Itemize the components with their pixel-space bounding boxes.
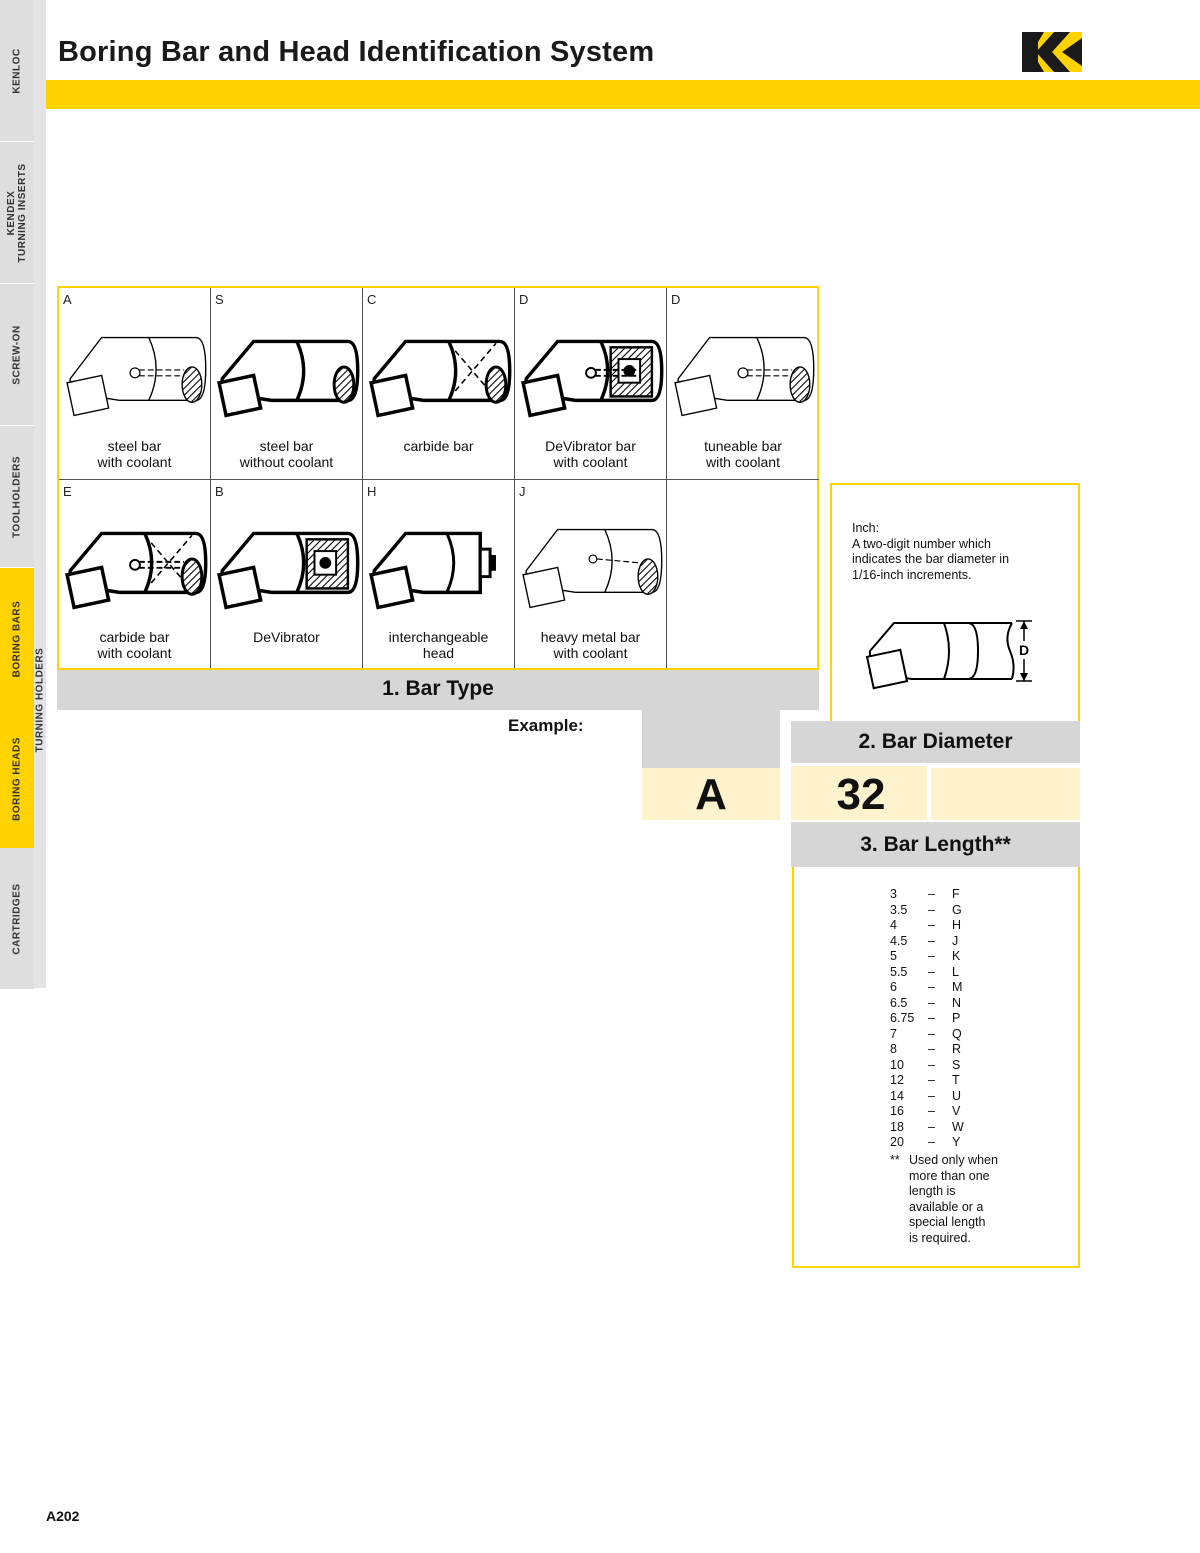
bar-diameter-line: 1/16-inch increments. — [852, 567, 972, 582]
bar-type-caption: carbide bar — [403, 438, 474, 454]
sidebar-tab-label: KENLOC — [11, 47, 23, 94]
bar-type-cell — [667, 480, 819, 668]
bar-type-code: S — [215, 292, 224, 307]
bar-type-code: J — [519, 484, 526, 499]
sidebar-tab-2[interactable] — [0, 142, 34, 285]
bar-type-grid — [57, 286, 819, 670]
bar-type-cell — [59, 288, 211, 480]
bar-length-row: 12 – T — [890, 1073, 960, 1087]
example-bar-type-value: A — [695, 770, 727, 819]
page-number: A202 — [46, 1508, 80, 1524]
bar-length-note — [890, 1153, 1040, 1246]
bar-length-table — [890, 887, 964, 1151]
bar-length-row: 6 – M — [890, 980, 963, 994]
bar-type-cell — [515, 480, 667, 668]
sidebar-tab-3[interactable] — [0, 284, 34, 427]
bar-diameter-description — [852, 521, 1062, 583]
bar-type-code: H — [367, 484, 377, 499]
bar-length-note-line: Used only when — [909, 1153, 998, 1167]
sidebar-tab-label: CARTRIDGES — [11, 882, 23, 955]
bar-diameter-line: A two-digit number which — [852, 536, 991, 551]
sidebar-tab-label: BORING BARS — [11, 600, 23, 677]
bar-type-code: A — [63, 292, 72, 307]
steel-bar-icon — [211, 310, 363, 420]
bar-type-cell — [363, 480, 515, 668]
bar-type-cell — [363, 288, 515, 480]
kennametal-logo — [1022, 32, 1082, 72]
bar-type-cell — [211, 480, 363, 668]
header-accent-bar — [46, 80, 1200, 109]
bar-type-cell — [59, 480, 211, 668]
bar-type-caption: tuneable bar with coolant — [704, 438, 782, 470]
sidebar-tab-label: TOOLHOLDERS — [11, 455, 23, 538]
carbide-bar-coolant-icon — [59, 502, 211, 612]
bar-type-caption: interchangeable head — [388, 629, 489, 661]
bar-length-note-line: is required. — [909, 1230, 971, 1245]
devibrator-icon — [211, 502, 363, 612]
sidebar-tab-6[interactable] — [0, 708, 34, 851]
bar-length-row: 14 – U — [890, 1088, 962, 1103]
devibrator-coolant-icon — [515, 310, 667, 420]
sidebar-tab-label: KENDEX TURNING INSERTS — [6, 162, 28, 263]
tuneable-bar-icon — [667, 310, 819, 420]
heavy-metal-bar-icon — [515, 502, 667, 612]
bar-length-row: 5 – K — [890, 949, 961, 963]
bar-type-caption: carbide bar with coolant — [97, 629, 172, 661]
bar-length-row: 16 – V — [890, 1104, 961, 1118]
sidebar — [0, 0, 46, 988]
bar-length-row: 6.5 – N — [890, 995, 962, 1010]
carbide-bar-icon — [363, 310, 515, 420]
bar-length-note-line: length is — [909, 1184, 956, 1198]
bar-length-note-line: special length — [909, 1215, 986, 1229]
bar-type-cell — [211, 288, 363, 480]
page-title: Boring Bar and Head Identification System — [58, 36, 655, 68]
bar-diameter-line: Inch: — [852, 521, 880, 535]
note-mark: ** — [890, 1153, 900, 1167]
bar-diameter-heading: 2. Bar Diameter — [791, 721, 1080, 763]
bar-type-code: D — [519, 292, 529, 307]
sidebar-tab-5[interactable] — [0, 568, 34, 711]
bar-type-caption: DeVibrator bar with coolant — [545, 438, 636, 470]
bar-type-caption: heavy metal bar with coolant — [540, 629, 641, 661]
bar-type-cell — [515, 288, 667, 480]
bar-length-note-line: available or a — [909, 1199, 984, 1214]
bar-diameter-box — [830, 483, 1080, 723]
bar-type-code: C — [367, 292, 377, 307]
example-bar-diameter-value: 32 — [836, 770, 886, 819]
bar-length-row: 18 – W — [890, 1119, 964, 1134]
bar-length-row: 10 – S — [890, 1057, 961, 1072]
bar-length-box — [792, 867, 1080, 1268]
bar-length-row: 8 – R — [890, 1042, 962, 1056]
bar-length-row: 4 – H — [890, 918, 962, 932]
bar-length-row: 7 – Q — [890, 1026, 962, 1041]
bar-length-row: 6.75 – P — [890, 1011, 961, 1025]
bar-type-heading: 1. Bar Type — [57, 670, 819, 710]
bar-type-code: E — [63, 484, 72, 499]
diameter-dimension-label: D — [1018, 642, 1030, 658]
bar-type-code: B — [215, 484, 224, 499]
bar-length-row: 5.5 – L — [890, 964, 959, 979]
bar-type-cell — [667, 288, 819, 480]
bar-length-heading: 3. Bar Length** — [791, 822, 1080, 867]
sidebar-tab-1[interactable] — [0, 0, 34, 143]
example-label: Example: — [508, 716, 584, 735]
sidebar-tab-7[interactable] — [0, 848, 34, 991]
steel-bar-coolant-icon — [59, 310, 211, 420]
interchangeable-head-icon — [363, 502, 515, 612]
bar-length-row: 3.5 – G — [890, 902, 962, 917]
bar-length-row: 4.5 – J — [890, 933, 959, 948]
bar-diameter-line: indicates the bar diameter in — [852, 552, 1010, 566]
sidebar-tab-4[interactable] — [0, 426, 34, 569]
bar-diameter-icon — [852, 601, 1052, 721]
bar-type-code: D — [671, 292, 681, 307]
sidebar-tab-label: SCREW-ON — [11, 324, 23, 385]
example-type-gray — [642, 710, 780, 768]
bar-type-caption: steel bar without coolant — [239, 438, 334, 470]
sidebar-overlay-label: TURNING HOLDERS — [34, 647, 46, 753]
bar-type-caption: DeVibrator — [253, 629, 320, 645]
bar-length-row: 20 – Y — [890, 1135, 961, 1149]
sidebar-tab-label: BORING HEADS — [11, 736, 23, 821]
bar-length-row: 3 – F — [890, 887, 960, 901]
bar-type-caption: steel bar with coolant — [97, 438, 172, 470]
bar-length-note-line: more than one — [909, 1168, 990, 1183]
